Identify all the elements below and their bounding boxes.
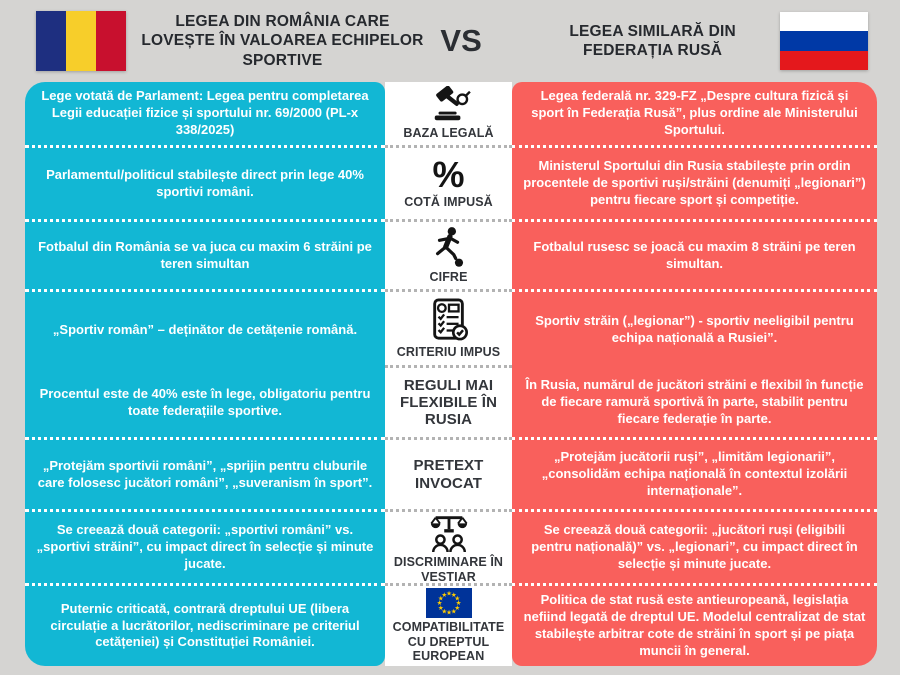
- right-column-title: LEGEA SIMILARĂ DIN FEDERAȚIA RUSĂ: [569, 22, 736, 59]
- scales-people-icon: [426, 511, 472, 553]
- russia-cell: În Rusia, numărul de jucători străini e flexibil în funcție de fiecare ramură sportivă în parte, stabilit pentru fiecare federație în parte.: [512, 368, 877, 440]
- russia-flag: [780, 12, 868, 70]
- svg-text:★: ★: [437, 605, 444, 613]
- category-cell: [385, 512, 512, 586]
- romania-cell: Se creează două categorii: „sportivi români” vs. „sportivi străini”, cu impact direct în selecție și minute jucate.: [25, 512, 385, 586]
- russia-cell: Politica de stat rusă este antieuropeană, legislația nefiind legată de dreptul UE. Modelul centralizat de stat stabilește arbitrar cote de străini în sport și pe piața muncii în general.: [512, 586, 877, 666]
- romania-cell: „Sportiv român” – deținător de cetățenie română.: [25, 292, 385, 368]
- romania-cell: Fotbalul din România se va juca cu maxim 6 străini pe teren simultan: [25, 222, 385, 292]
- category-cell: [385, 292, 512, 368]
- category-label: REGULI MAI FLEXIBILE ÎN RUSIA: [399, 376, 498, 429]
- category-label: PRETEXT INVOCAT: [413, 457, 484, 492]
- romania-cell: Parlamentul/politicul stabilește direct prin lege 40% sportivi români.: [25, 148, 385, 222]
- category-cell: [385, 82, 512, 148]
- russia-cell: „Protejăm jucătorii ruși”, „limităm legionarii”, „consolidăm echipa națională în contextul izolării internaționale”.: [512, 440, 877, 512]
- category-cell: [385, 368, 512, 440]
- category-cell: [385, 148, 512, 222]
- checklist-icon: [428, 297, 470, 343]
- percent-icon: %: [432, 154, 465, 196]
- vs-label: VS: [440, 23, 482, 58]
- romania-flag-yellow-stripe: [66, 11, 96, 71]
- russia-cell: Legea federală nr. 329-FZ „Despre cultura fizică și sport în Federația Rusă”, plus ordine ale Ministerului Sportului.: [512, 82, 877, 148]
- russia-cell: Fotbalul rusesc se joacă cu maxim 8 străini pe teren simultan.: [512, 222, 877, 292]
- category-label: COTĂ IMPUSĂ: [404, 195, 493, 210]
- soccer-player-icon: [430, 226, 468, 268]
- category-cell: [385, 222, 512, 292]
- left-column-title: LEGEA DIN ROMÂNIA CARE LOVEȘTE ÎN VALOAREA ECHIPELOR SPORTIVE: [141, 12, 424, 69]
- category-label: BAZA LEGALĂ: [403, 126, 494, 141]
- svg-text:★: ★: [450, 608, 457, 616]
- svg-text:★: ★: [455, 600, 461, 608]
- category-label: CIFRE: [429, 270, 468, 285]
- svg-text:★: ★: [440, 608, 447, 616]
- svg-text:★: ★: [437, 595, 444, 603]
- russia-cell: Se creează două categorii: „jucători ruși (eligibili pentru națională)” vs. „legionari”, cu impact direct în selecție și minute jucate.: [512, 512, 877, 586]
- svg-text:★: ★: [440, 592, 447, 600]
- category-cell: [385, 586, 512, 666]
- category-label: CRITERIU IMPUS: [396, 345, 501, 360]
- romania-cell: Procentul este de 40% este în lege, obligatoriu pentru toate federațiile sportive.: [25, 368, 385, 440]
- category-cell: [385, 440, 512, 512]
- category-label: COMPATIBILITATE CU DREPTUL EUROPEAN: [392, 620, 505, 664]
- eu-flag-stars: [426, 588, 472, 618]
- header: [0, 0, 900, 82]
- svg-text:★: ★: [450, 592, 457, 600]
- svg-text:★: ★: [453, 595, 460, 603]
- russia-flag-red-stripe: [780, 51, 868, 70]
- romania-flag-blue-stripe: [36, 11, 66, 71]
- comparison-board: [25, 82, 877, 666]
- romania-cell: Lege votată de Parlament: Legea pentru completarea Legii educației fizice și sportului nr. 69/2000 (PL-x 338/2025): [25, 82, 385, 148]
- svg-text:★: ★: [436, 600, 442, 608]
- gavel-icon: [426, 86, 472, 124]
- svg-text:★: ★: [445, 610, 452, 618]
- romania-flag-red-stripe: [96, 11, 126, 71]
- romania-cell: „Protejăm sportivii români”, „sprijin pentru cluburile care folosesc jucători români”, „suveranism în sport”.: [25, 440, 385, 512]
- russia-flag-blue-stripe: [780, 31, 868, 50]
- eu-flag-icon: [426, 588, 472, 618]
- russia-cell: Sportiv străin („legionar”) - sportiv neeligibil pentru echipa națională a Rusiei”.: [512, 292, 877, 368]
- svg-text:★: ★: [445, 591, 452, 599]
- russia-flag-white-stripe: [780, 12, 868, 31]
- romania-flag: [36, 11, 126, 71]
- russia-cell: Ministerul Sportului din Rusia stabilește prin ordin procentele de sportivi ruși/străini (denumiți „legionari”) pentru fiecare sport și competiție.: [512, 148, 877, 222]
- romania-cell: Puternic criticată, contrară dreptului UE (libera circulație a lucrătorilor, nediscriminare pe criteriul cetățeniei) și Constituției României.: [25, 586, 385, 666]
- svg-text:★: ★: [453, 605, 460, 613]
- category-label: DISCRIMINARE ÎN VESTIAR: [393, 555, 504, 584]
